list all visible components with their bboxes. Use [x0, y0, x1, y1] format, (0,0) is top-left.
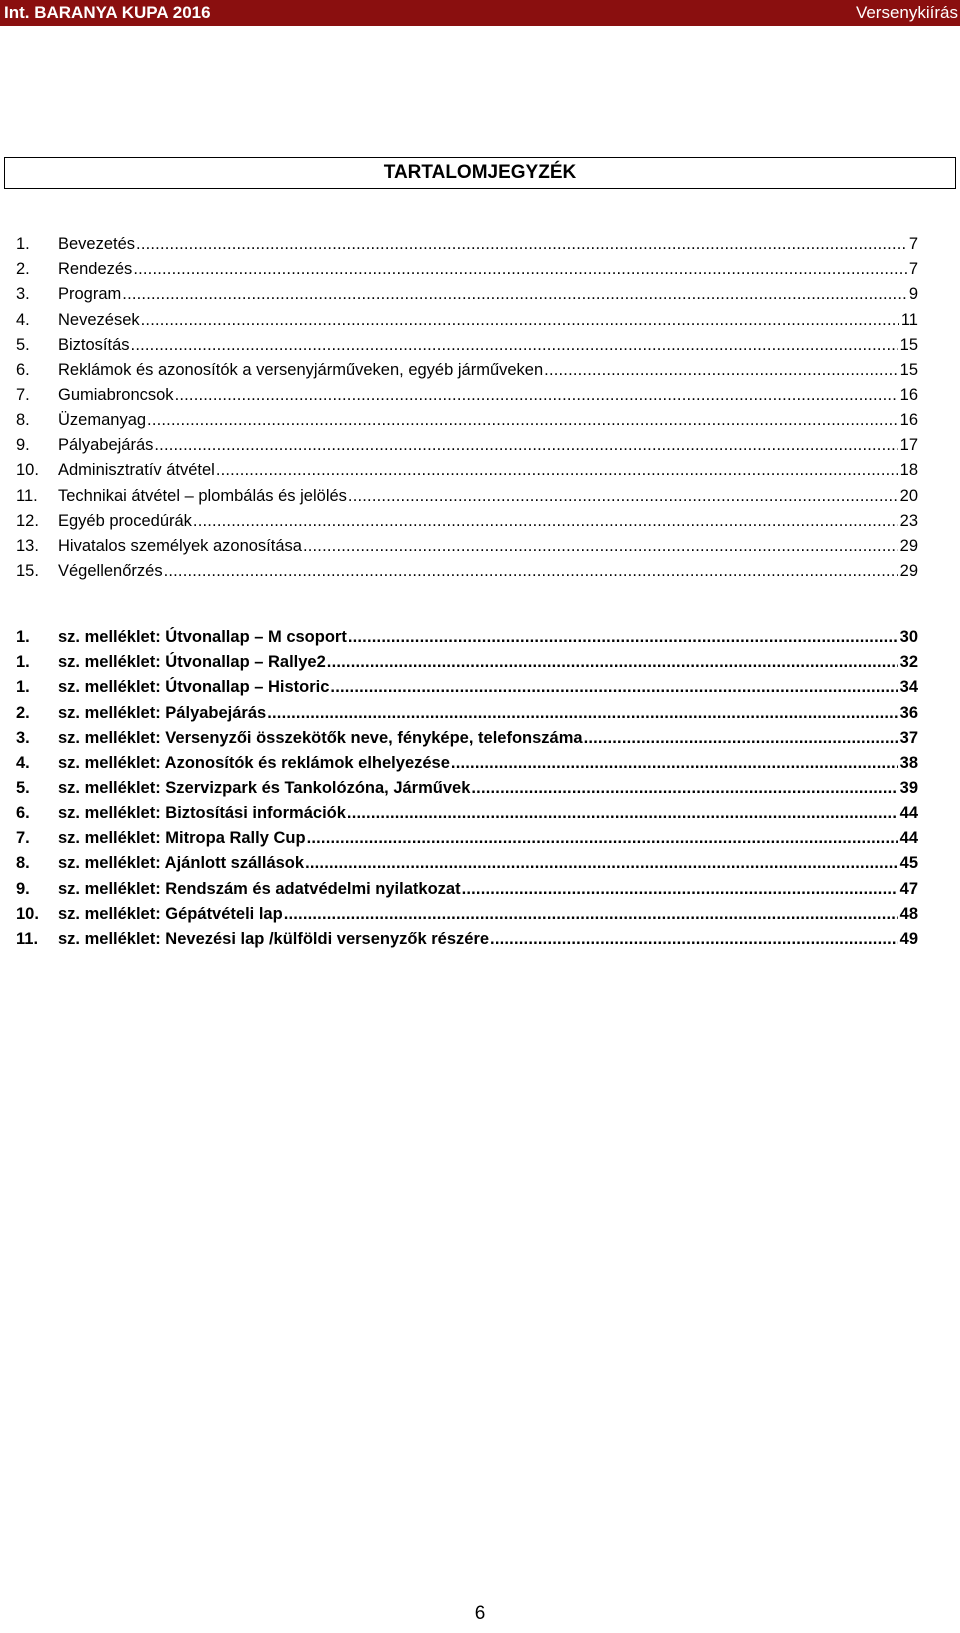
toc-entry-title: sz. melléklet: Biztosítási információk — [58, 804, 346, 823]
toc-entry-page: 15 — [899, 360, 918, 379]
toc-entry-page: 29 — [899, 536, 918, 555]
toc-entry-title: sz. melléklet: Nevezési lap /külföldi versenyzők részére — [58, 929, 490, 948]
toc-dot-leader — [462, 879, 898, 899]
toc-entry[interactable] — [16, 279, 918, 304]
toc-entry-page: 7 — [908, 260, 918, 279]
toc-entry[interactable] — [16, 355, 918, 380]
toc-entry-number: 5. — [16, 778, 30, 797]
toc-dot-leader — [122, 284, 907, 304]
toc-entry-title: sz. melléklet: Versenyzői összekötők neve, fényképe, telefonszáma — [58, 728, 583, 747]
toc-dot-leader — [307, 828, 898, 848]
toc-appendix-entry[interactable] — [16, 823, 918, 848]
header-doc-type: Versenykiírás — [855, 3, 958, 22]
toc-appendix-entry[interactable] — [16, 723, 918, 748]
page-header — [0, 0, 960, 26]
toc-appendix-entry[interactable] — [16, 748, 918, 773]
toc-entry-title: sz. melléklet: Azonosítók és reklámok elhelyezése — [58, 753, 450, 772]
toc-entry-page: 18 — [899, 461, 918, 480]
toc-dot-leader — [133, 259, 907, 279]
toc-entry-page: 49 — [899, 929, 918, 948]
toc-entry[interactable] — [16, 430, 918, 455]
toc-entry-title: Program — [58, 285, 122, 304]
toc-entry-page: 39 — [899, 778, 918, 797]
toc-entry-title: sz. melléklet: Mitropa Rally Cup — [58, 829, 306, 848]
toc-entry-page: 11 — [900, 310, 918, 329]
toc-entry-number: 9. — [16, 436, 30, 455]
toc-entry-title: sz. melléklet: Útvonallap – M csoport — [58, 628, 347, 647]
toc-entry-number: 6. — [16, 804, 30, 823]
toc-entry-title: Gumiabroncsok — [58, 385, 174, 404]
toc-entry[interactable] — [16, 405, 918, 430]
toc-entry-number: 1. — [16, 678, 30, 697]
toc-entry-number: 3. — [16, 728, 30, 747]
toc-entry-number: 12. — [16, 511, 39, 530]
toc-entry[interactable] — [16, 480, 918, 505]
toc-appendix-entry[interactable] — [16, 848, 918, 873]
toc-title: TARTALOMJEGYZÉK — [4, 157, 956, 189]
toc-entry-number: 8. — [16, 411, 30, 430]
toc-entry-number: 4. — [16, 310, 30, 329]
toc-dot-leader — [147, 410, 898, 430]
toc-dot-leader — [327, 652, 898, 672]
toc-appendix-entry[interactable] — [16, 697, 918, 722]
toc-entry-page: 20 — [899, 486, 918, 505]
toc-entry-number: 2. — [16, 703, 30, 722]
toc-dot-leader — [347, 803, 898, 823]
toc-entry-page: 16 — [899, 411, 918, 430]
toc-entry-title: Adminisztratív átvétel — [58, 461, 215, 480]
toc-entry-page: 15 — [899, 335, 918, 354]
toc-entry[interactable] — [16, 229, 918, 254]
toc-entry[interactable] — [16, 304, 918, 329]
toc-dot-leader — [154, 435, 897, 455]
toc-entry-number: 3. — [16, 285, 30, 304]
toc-entry-title: Technikai átvétel – plombálás és jelölés — [58, 486, 347, 505]
toc-entry-page: 29 — [899, 561, 918, 580]
toc-entry-number: 7. — [16, 385, 30, 404]
toc-appendix-entry[interactable] — [16, 924, 918, 949]
toc-entry[interactable] — [16, 330, 918, 355]
toc-dot-leader — [330, 677, 897, 697]
toc-entry-title: Pályabejárás — [58, 436, 154, 455]
toc-entry-title: Bevezetés — [58, 235, 136, 254]
toc-entry-title: Üzemanyag — [58, 411, 147, 430]
toc-entry-number: 4. — [16, 753, 30, 772]
toc-dot-leader — [131, 335, 898, 355]
toc-entry-number: 5. — [16, 335, 30, 354]
toc-entry-page: 32 — [899, 653, 918, 672]
toc-dot-leader — [471, 778, 897, 798]
toc-dot-leader — [544, 360, 897, 380]
toc-appendix-entry[interactable] — [16, 672, 918, 697]
toc-entry[interactable] — [16, 556, 918, 581]
toc-entry-number: 2. — [16, 260, 30, 279]
toc-dot-leader — [305, 853, 898, 873]
toc-entry-number: 1. — [16, 628, 30, 647]
toc-dot-leader — [216, 460, 898, 480]
toc-entry[interactable] — [16, 506, 918, 531]
toc-entry-number: 8. — [16, 854, 30, 873]
toc-dot-leader — [193, 511, 898, 531]
toc-entry-page: 9 — [908, 285, 918, 304]
toc-entry-number: 9. — [16, 879, 30, 898]
toc-entry-page: 36 — [899, 703, 918, 722]
toc-entry-title: sz. melléklet: Gépátvételi lap — [58, 904, 283, 923]
toc-entry-number: 10. — [16, 461, 39, 480]
toc-entry-title: Reklámok és azonosítók a versenyjárműveken, egyéb járműveken — [58, 360, 544, 379]
toc-entry-page: 45 — [899, 854, 918, 873]
toc-appendix-list — [16, 622, 918, 949]
toc-entry-page: 47 — [899, 879, 918, 898]
toc-entry-title: Egyéb procedúrák — [58, 511, 192, 530]
toc-entry-page: 7 — [908, 235, 918, 254]
toc-entry-title: Hivatalos személyek azonosítása — [58, 536, 302, 555]
toc-dot-leader — [348, 486, 898, 506]
toc-dot-leader — [267, 703, 897, 723]
header-title: Int. BARANYA KUPA 2016 — [4, 3, 211, 22]
toc-entry-number: 7. — [16, 829, 30, 848]
toc-entry-number: 1. — [16, 235, 30, 254]
toc-entry-number: 6. — [16, 360, 30, 379]
toc-main-list — [16, 229, 918, 581]
toc-appendix-entry[interactable] — [16, 647, 918, 672]
toc-dot-leader — [136, 234, 907, 254]
toc-dot-leader — [584, 728, 898, 748]
toc-entry-page: 16 — [899, 385, 918, 404]
toc-entry[interactable] — [16, 531, 918, 556]
toc-dot-leader — [141, 310, 899, 330]
toc-entry-number: 11. — [16, 929, 39, 948]
toc-entry-page: 38 — [899, 753, 918, 772]
toc-entry-number: 1. — [16, 653, 30, 672]
toc-appendix-entry[interactable] — [16, 622, 918, 647]
toc-entry-title: sz. melléklet: Útvonallap – Historic — [58, 678, 330, 697]
toc-entry-title: sz. melléklet: Szervizpark és Tankolózóna, Járművek — [58, 778, 471, 797]
toc-entry-title: sz. melléklet: Rendszám és adatvédelmi nyilatkozat — [58, 879, 461, 898]
toc-entry-page: 30 — [899, 628, 918, 647]
toc-entry-title: Biztosítás — [58, 335, 130, 354]
toc-entry-title: Rendezés — [58, 260, 133, 279]
toc-entry-page: 17 — [899, 436, 918, 455]
toc-entry-page: 37 — [899, 728, 918, 747]
toc-dot-leader — [164, 561, 898, 581]
toc-entry-number: 15. — [16, 561, 39, 580]
toc-entry-title: Nevezések — [58, 310, 140, 329]
toc-entry[interactable] — [16, 380, 918, 405]
toc-entry[interactable] — [16, 254, 918, 279]
toc-appendix-entry[interactable] — [16, 773, 918, 798]
toc-appendix-entry[interactable] — [16, 899, 918, 924]
toc-dot-leader — [451, 753, 898, 773]
toc-entry-title: Végellenőrzés — [58, 561, 163, 580]
toc-entry-number: 13. — [16, 536, 39, 555]
toc-entry[interactable] — [16, 455, 918, 480]
toc-dot-leader — [348, 627, 898, 647]
toc-entry-page: 34 — [899, 678, 918, 697]
toc-appendix-entry[interactable] — [16, 798, 918, 823]
toc-entry-page: 48 — [899, 904, 918, 923]
toc-entry-page: 44 — [899, 804, 918, 823]
toc-entry-title: sz. melléklet: Pályabejárás — [58, 703, 267, 722]
toc-appendix-entry[interactable] — [16, 873, 918, 898]
toc-entry-page: 44 — [899, 829, 918, 848]
toc-entry-title: sz. melléklet: Útvonallap – Rallye2 — [58, 653, 326, 672]
toc-dot-leader — [175, 385, 898, 405]
page-number: 6 — [474, 1603, 486, 1624]
toc-entry-number: 10. — [16, 904, 39, 923]
toc-dot-leader — [284, 904, 898, 924]
toc-entry-number: 11. — [16, 486, 38, 505]
toc-entry-page: 23 — [899, 511, 918, 530]
toc-entry-title: sz. melléklet: Ajánlott szállások — [58, 854, 305, 873]
toc-dot-leader — [490, 929, 898, 949]
toc-dot-leader — [303, 536, 898, 556]
